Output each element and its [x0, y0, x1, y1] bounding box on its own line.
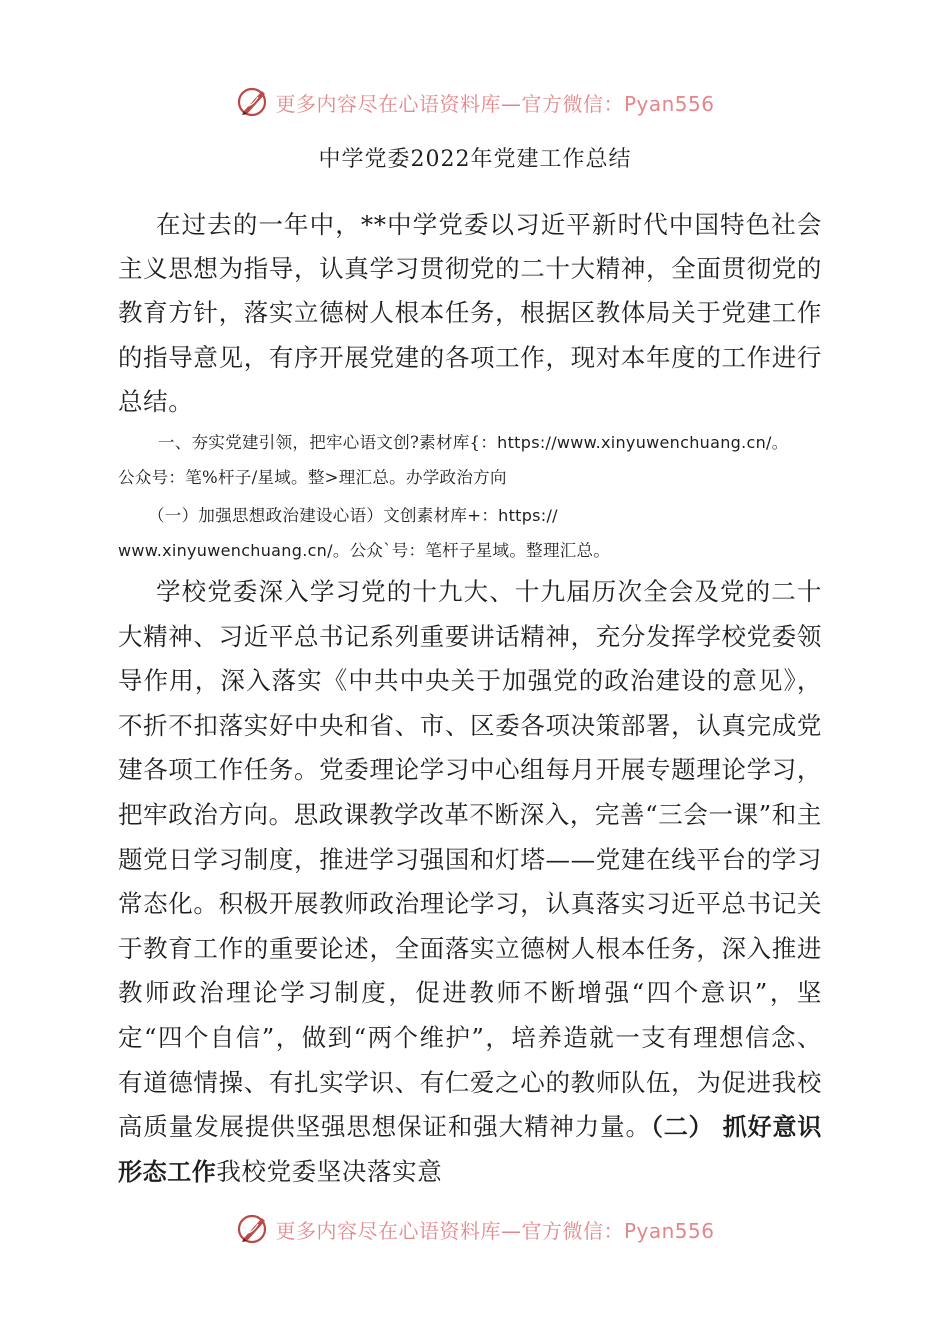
section2-heading: （二） 抓好意识形态工作 — [118, 1113, 822, 1186]
section2-start-text: 我校党委坚决落实意 — [216, 1156, 443, 1186]
watermark-banner-top — [0, 82, 950, 122]
section1-heading-line2: 公众号：笔%杆子/星域。整>理汇总。办学政治方向 — [118, 468, 507, 487]
subsection1-heading-line1 — [148, 503, 558, 529]
pen-logo-icon — [235, 1211, 271, 1247]
section1-heading-text: 一、夯实党建引领，把牢心语文创?素材库{： — [158, 433, 498, 452]
subsection1-heading-line2 — [118, 538, 610, 564]
main-paragraph-text: 学校党委深入学习党的十九大、十九届历次全会及党的二十大精神、习近平总书记系列重要讲话精神，充分发挥学校党委领导作用，深入落实《中共中央关于加强党的政治建设的意见》，不折不扣落实好中央和省、市、区委各项决策部署，认真完成党建各项工作任务。党委理论学习中心组每月开展专题理论学习，把牢政治方向。思政课教学改革不断深入，完善“三会一课”和主题党日学习制度，推进学习强国和灯塔——党建在线平台的学习常态化。积极开展教师政治理论学习，认真落实习近平总书记关于教育工作的重要论述，全面落实立德树人根本任务，深入推进教师政治理论学习制度，促进教师不断增强“四个意识”，坚定“四个自信”，做到“两个维护”，培养造就一支有理想信念、有道德情操、有扎实学识、有仁爱之心的教师队伍，为促进我校高质量发展提供坚强思想保证和强大精神力量。 — [118, 577, 822, 1142]
document-title: 中学党委2022年党建工作总结 — [318, 147, 632, 172]
subsection1-url-part1: https:// — [498, 506, 558, 525]
intro-paragraph: 在过去的一年中，**中学党委以习近平新时代中国特色社会主义思想为指导，认真学习贯彻党的二十大精神，全面贯彻党的教育方针，落实立德树人根本任务，根据区教体局关于党建工作的指导意见，有序开展党建的各项工作，现对本年度的工作进行总结。 — [118, 210, 822, 416]
subsection1-heading-rest: 。公众`号：笔杆子星域。整理汇总。 — [332, 541, 611, 560]
main-paragraph — [118, 570, 822, 1194]
subsection1-heading-text: （一）加强思想政治建设心语）文创素材库+： — [148, 506, 499, 525]
pen-logo-icon — [235, 84, 271, 120]
watermark-text: 更多内容尽在心语资料库—官方微信：Pyan556 — [275, 1218, 715, 1243]
subsection1-url-part2: www.xinyuwenchuang.cn/ — [118, 541, 333, 560]
watermark-text: 更多内容尽在心语资料库—官方微信：Pyan556 — [275, 91, 715, 116]
section1-heading-line1 — [158, 430, 788, 456]
watermark-banner-bottom — [0, 1209, 950, 1249]
section1-url: https://www.xinyuwenchuang.cn/。 — [497, 433, 789, 452]
